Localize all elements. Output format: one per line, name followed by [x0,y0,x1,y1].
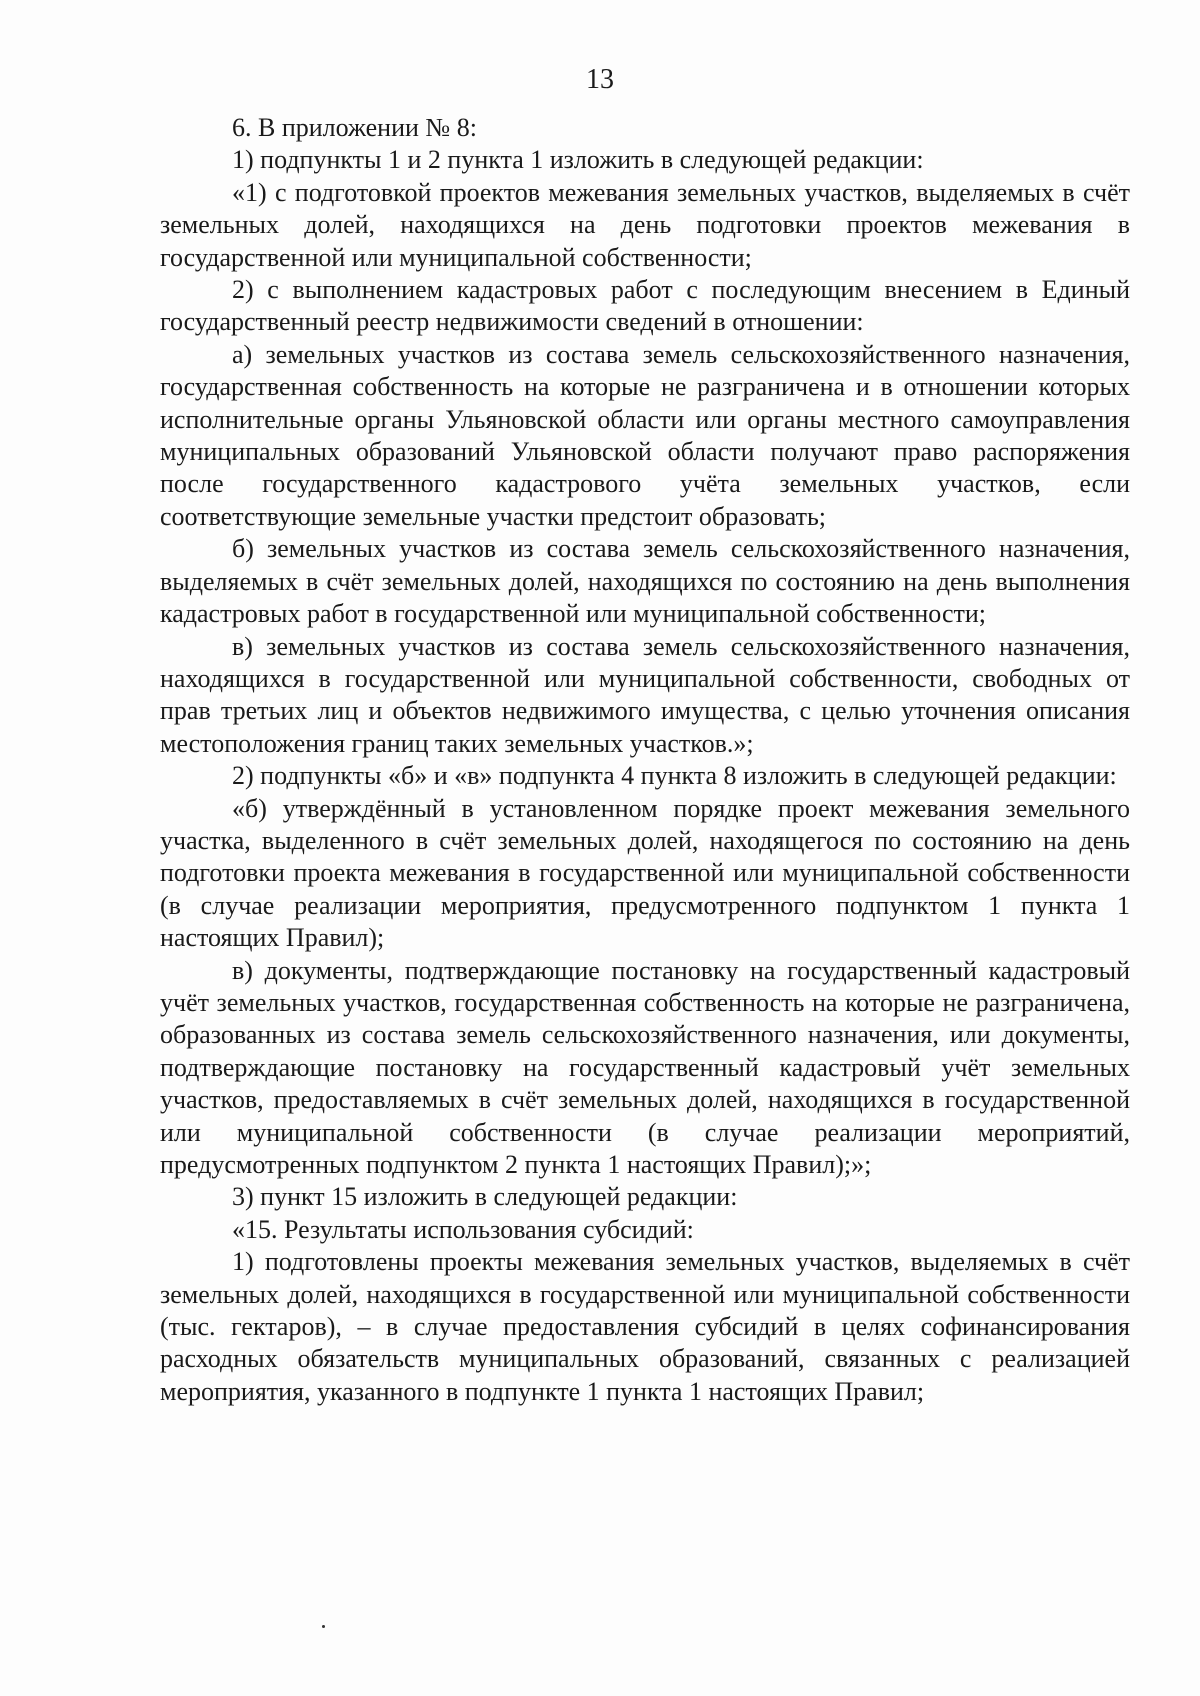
paragraph-subitem-1: «1) с подготовкой проектов межевания земельных участков, выделяемых в счёт земельных долей, находящихся на день подготовки проектов межевания в государственной или муниципальной собственности; [160,177,1130,272]
paragraph-item-1-intro: 1) подпункты 1 и 2 пункта 1 изложить в следующей редакции: [232,145,924,175]
paragraph-subitem-2v: в) земельных участков из состава земель сельскохозяйственного назначения, находящихся в государственной или муниципальной собственности, свободных от прав третьих лиц и объектов недвижимого имущества, с целью уточнения описания местоположения границ таких земельных участков.»; [160,631,1130,758]
paragraph-subitem-2: 2) с выполнением кадастровых работ с последующим внесением в Единый государственный реестр недвижимости сведений в отношении: [160,275,1130,337]
page-number: 13 [586,64,614,95]
paragraph-point-15-result-1: 1) подготовлены проекты межевания земельных участков, выделяемых в счёт земельных долей, находящихся в государственной или муниципальной собственности (тыс. гектаров), – в случае предоставления субсидий в целях софинансирования расходных обязательств муниципальных образований, связанных с реализацией мероприятия, указанного в подпункте 1 пункта 1 настоящих Правил; [160,1247,1130,1406]
paragraph-item-2b: «б) утверждённый в установленном порядке проект межевания земельного участка, выделенного в счёт земельных долей, находящегося по состоянию на день подготовки проекта межевания в государственной или муниципальной собственности (в случае реализации мероприятия, предусмотренного подпунктом 1 пункта 1 настоящих Правил); [160,793,1130,953]
paragraph-item-3-intro: 3) пункт 15 изложить в следующей редакции: [232,1182,738,1212]
paragraph-appendix-8: 6. В приложении № 8: [232,113,477,142]
paragraph-point-15: «15. Результаты использования субсидий: [232,1214,694,1244]
paragraph-subitem-2a: а) земельных участков из состава земель сельскохозяйственного назначения, государственная собственность на которые не разграничена и в отношении которых исполнительные органы Ульяновской области или органы местного самоуправления муниципальных образований Ульяновской области получают право распоряжения после государственного кадастрового учёта земельных участков, если соответствующие земельные участки предстоит образовать; [160,339,1130,531]
document-body [160,112,1130,1408]
paragraph-item-2v: в) документы, подтверждающие постановку на государственный кадастровый учёт земельных участков, государственная собственность на которые не разграничена, образованных из состава земель сельскохозяйственного назначения, или документы, подтверждающие постановку на государственный кадастровый учёт земельных участков, предоставляемых в счёт земельных долей, находящихся в государственной или муниципальной собственности (в случае реализации мероприятий, предусмотренных подпунктом 2 пункта 1 настоящих Правил);»; [160,955,1130,1179]
paragraph-subitem-2b: б) земельных участков из состава земель сельскохозяйственного назначения, выделяемых в счёт земельных долей, находящихся по состоянию на день выполнения кадастровых работ в государственной или муниципальной собственности; [160,534,1130,629]
scan-dot-mark [322,1625,325,1628]
paragraph-item-2-intro: 2) подпункты «б» и «в» подпункта 4 пункта 8 изложить в следующей редакции: [232,761,1117,791]
